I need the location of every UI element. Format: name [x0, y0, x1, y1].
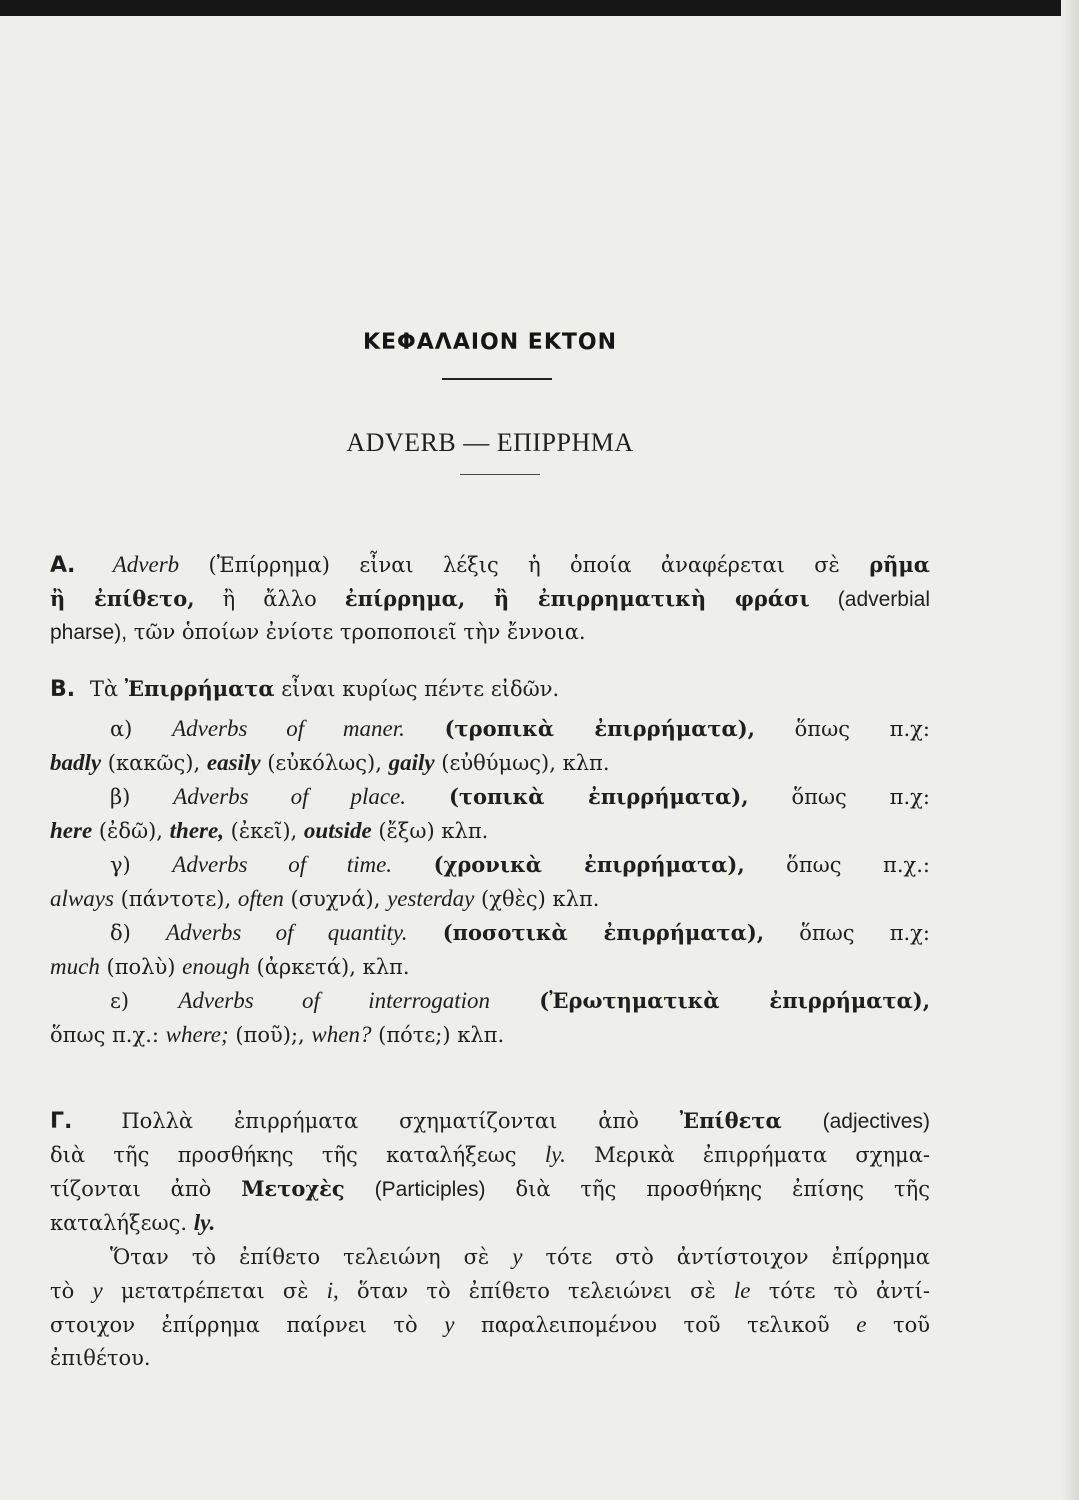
- list-item-time-examples: always (πάντοτε), often (συχνά), yesterday (χθὲς) κλπ.: [50, 886, 600, 911]
- section-a-line-2: ἢ ἐπίθετο, ἢ ἄλλο ἐπίρρημα, ἢ ἐπιρρηματικὴ φράσι (adverbial: [50, 586, 930, 611]
- section-g-para2-line-2: τὸ y μετατρέπεται σὲ i, ὅταν τὸ ἐπίθετο τελειώνει σὲ le τότε τὸ ἀντί-: [50, 1278, 930, 1303]
- section-g-line-1: Γ. Πολλὰ ἐπιρρήματα σχηματίζονται ἀπὸ Ἐπίθετα (adjectives): [50, 1108, 930, 1134]
- chapter-subtitle: ADVERB — ΕΠΙΡΡΗΜΑ: [346, 428, 634, 457]
- list-item-place: β) Adverbs of place. (τοπικὰ ἐπιρρήματα), ὅπως π.χ:: [110, 784, 930, 809]
- subtitle-underline: [460, 474, 540, 475]
- section-b: [50, 672, 930, 706]
- list-item-time: γ) Adverbs of time. (χρονικὰ ἐπιρρήματα), ὅπως π.χ.:: [110, 852, 930, 877]
- section-a-line-3: pharse), τῶν ὁποίων ἐνίοτε τροποποιεῖ τὴν ἔννοια.: [50, 620, 586, 644]
- scan-top-edge: [0, 0, 1079, 16]
- section-a-line-1: Α. Adverb (Ἐπίρρημα) εἶναι λέξις ἡ ὁποία ἀναφέρεται σὲ ρῆμα: [50, 552, 930, 578]
- section-g-line-3: τίζονται ἀπὸ Μετοχὲς (Participles) διὰ τῆς προσθήκης ἐπίσης τῆς: [50, 1176, 930, 1201]
- adverb-term: Adverb: [112, 552, 180, 577]
- section-g-para2-line-1: Ὅταν τὸ ἐπίθετο τελειώνη σὲ y τότε στὸ ἀντίστοιχον ἐπίρρημα: [110, 1244, 930, 1269]
- section-a-label: Α.: [50, 553, 76, 578]
- section-g-label: Γ.: [50, 1109, 73, 1134]
- adverb-type-list: [50, 712, 930, 1052]
- section-g-line-4: καταλήξεως. ly.: [50, 1210, 216, 1235]
- section-b-intro: Β. Τὰ Ἐπιρρήματα εἶναι κυρίως πέντε εἰδῶν.: [50, 676, 560, 702]
- list-item-interrogation-examples: ὅπως π.χ.: where; (ποῦ);, when? (πότε;) κλπ.: [50, 1022, 505, 1047]
- section-g-para2-line-3: στοιχον ἐπίρρημα παίρνει τὸ y παραλειπομένου τοῦ τελικοῦ e τοῦ: [50, 1312, 930, 1337]
- list-item-interrogation: ε) Adverbs of interrogation (Ἐρωτηματικὰ ἐπιρρήματα),: [110, 988, 931, 1013]
- section-g-line-2: διὰ τῆς προσθήκης τῆς καταλήξεως ly. Μερικὰ ἐπιρρήματα σχημα-: [50, 1142, 930, 1167]
- chapter-title: ΚΕΦΑΛΑΙΟΝ ΕΚΤΟΝ: [362, 330, 617, 355]
- section-a: [50, 548, 930, 649]
- section-g: [50, 1104, 930, 1375]
- list-item-maner-examples: badly (κακῶς), easily (εὐκόλως), gaily (εὐθύμως), κλπ.: [50, 750, 610, 775]
- section-b-label: Β.: [50, 677, 76, 702]
- title-underline: [442, 378, 552, 380]
- section-g-para2-line-4: ἐπιθέτου.: [50, 1346, 151, 1370]
- page-gutter-shadow: [1061, 0, 1079, 1500]
- list-item-quantity-examples: much (πολὺ) enough (ἀρκετά), κλπ.: [50, 954, 410, 979]
- list-item-quantity: δ) Adverbs of quantity. (ποσοτικὰ ἐπιρρήματα), ὅπως π.χ:: [110, 920, 930, 945]
- list-item-place-examples: here (ἐδῶ), there, (ἐκεῖ), outside (ἔξω) κλπ.: [50, 818, 489, 843]
- list-item-maner: α) Adverbs of maner. (τροπικὰ ἐπιρρήματα), ὅπως π.χ:: [110, 716, 930, 741]
